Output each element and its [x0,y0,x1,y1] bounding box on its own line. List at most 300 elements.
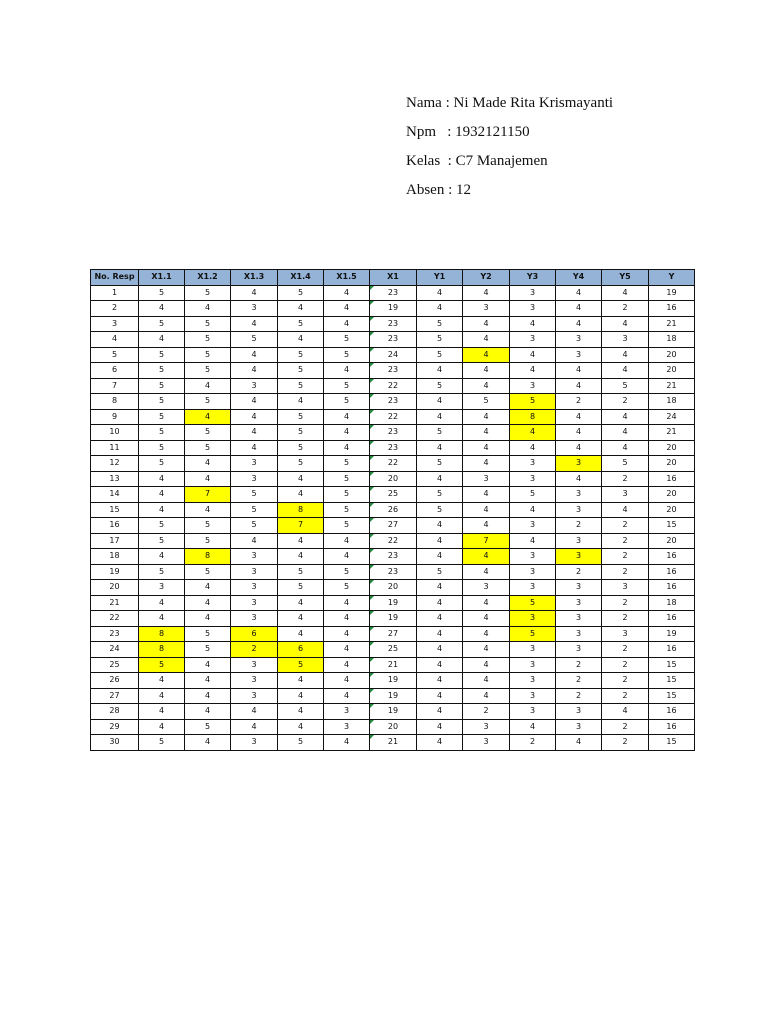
table-cell: 4 [510,502,556,518]
table-cell: 4 [510,363,556,379]
table-cell: 3 [510,564,556,580]
table-cell: 5 [324,564,370,580]
table-cell: 4 [139,595,185,611]
table-cell: 4 [91,332,139,348]
table-cell: 21 [370,735,417,751]
table-cell: 2 [602,549,649,565]
table-cell: 4 [185,611,231,627]
table-cell: 4 [463,673,510,689]
table-cell: 8 [139,642,185,658]
table-cell: 4 [556,285,602,301]
table-cell: 4 [417,285,463,301]
table-cell: 6 [231,626,278,642]
table-cell: 4 [417,301,463,317]
table-cell: 5 [185,564,231,580]
table-cell: 5 [324,456,370,472]
table-cell: 3 [510,549,556,565]
table-cell: 5 [324,580,370,596]
table-cell: 15 [649,673,695,689]
table-cell: 19 [370,611,417,627]
table-cell: 4 [324,301,370,317]
table-cell: 4 [324,688,370,704]
table-cell: 19 [370,595,417,611]
table-cell: 4 [278,611,324,627]
table-cell: 5 [324,502,370,518]
table-cell: 4 [556,735,602,751]
table-cell: 4 [185,502,231,518]
table-cell: 5 [139,564,185,580]
table-cell: 5 [324,332,370,348]
table-cell: 20 [91,580,139,596]
table-row [91,719,695,735]
table-cell: 20 [370,580,417,596]
table-body [91,285,695,750]
table-cell: 4 [602,316,649,332]
table-cell: 2 [602,301,649,317]
table-cell: 4 [231,409,278,425]
table-cell: 2 [602,688,649,704]
table-cell: 4 [324,735,370,751]
table-cell: 5 [278,735,324,751]
table-cell: 3 [602,580,649,596]
table-cell: 9 [91,409,139,425]
table-cell: 4 [463,285,510,301]
table-cell: 3 [463,301,510,317]
table-cell: 15 [91,502,139,518]
table-row [91,363,695,379]
table-cell: 3 [556,487,602,503]
table-cell: 3 [324,704,370,720]
table-cell: 5 [185,332,231,348]
table-cell: 4 [278,549,324,565]
table-cell: 4 [417,580,463,596]
table-cell: 8 [510,409,556,425]
table-cell: 3 [556,549,602,565]
table-cell: 23 [370,394,417,410]
table-cell: 5 [139,518,185,534]
table-cell: 27 [91,688,139,704]
table-cell: 5 [139,363,185,379]
table-cell: 3 [231,378,278,394]
table-cell: 7 [91,378,139,394]
table-cell: 4 [185,673,231,689]
table-cell: 5 [417,332,463,348]
table-cell: 4 [510,316,556,332]
table-cell: 23 [370,564,417,580]
table-cell: 4 [278,673,324,689]
table-cell: 3 [231,301,278,317]
table-cell: 4 [278,332,324,348]
table-cell: 4 [324,363,370,379]
table-cell: 5 [139,657,185,673]
table-cell: 5 [278,456,324,472]
table-cell: 2 [463,704,510,720]
table-row [91,332,695,348]
table-cell: 4 [510,533,556,549]
table-cell: 4 [185,409,231,425]
table-cell: 3 [231,611,278,627]
table-cell: 4 [463,316,510,332]
table-cell: 16 [649,642,695,658]
table-row [91,735,695,751]
table-cell: 4 [510,425,556,441]
table-row [91,642,695,658]
table-cell: 15 [649,657,695,673]
table-cell: 3 [231,564,278,580]
column-header: X1.1 [139,270,185,286]
table-cell: 4 [324,642,370,658]
table-cell: 4 [463,611,510,627]
table-cell: 26 [91,673,139,689]
table-cell: 5 [417,347,463,363]
table-cell: 19 [649,285,695,301]
table-cell: 5 [185,425,231,441]
table-cell: 4 [231,704,278,720]
table-cell: 4 [324,440,370,456]
table-cell: 4 [139,611,185,627]
table-row [91,425,695,441]
table-cell: 4 [324,611,370,627]
table-cell: 5 [417,564,463,580]
table-cell: 5 [139,394,185,410]
table-cell: 5 [602,378,649,394]
table-cell: 3 [556,611,602,627]
table-cell: 4 [324,657,370,673]
table-row [91,626,695,642]
table-cell: 4 [463,657,510,673]
table-cell: 20 [370,719,417,735]
table-cell: 2 [91,301,139,317]
table-cell: 5 [185,285,231,301]
table-cell: 2 [556,673,602,689]
table-cell: 16 [649,580,695,596]
table-cell: 13 [91,471,139,487]
table-cell: 2 [602,611,649,627]
table-cell: 4 [139,688,185,704]
table-cell: 19 [370,301,417,317]
table-cell: 4 [417,735,463,751]
table-row [91,611,695,627]
table-cell: 21 [649,378,695,394]
table-cell: 4 [510,347,556,363]
table-cell: 25 [370,642,417,658]
table-cell: 4 [324,533,370,549]
table-cell: 22 [370,378,417,394]
table-cell: 3 [231,735,278,751]
table-cell: 2 [556,688,602,704]
table-cell: 23 [370,549,417,565]
table-cell: 22 [370,533,417,549]
table-cell: 4 [463,487,510,503]
table-cell: 4 [417,595,463,611]
table-cell: 20 [649,363,695,379]
table-cell: 6 [278,642,324,658]
table-cell: 3 [510,611,556,627]
table-cell: 7 [278,518,324,534]
table-cell: 2 [602,719,649,735]
table-cell: 5 [278,440,324,456]
table-cell: 5 [139,425,185,441]
table-cell: 18 [649,595,695,611]
table-cell: 5 [324,518,370,534]
table-cell: 4 [185,704,231,720]
table-cell: 3 [602,487,649,503]
table-cell: 3 [556,332,602,348]
column-header: Y [649,270,695,286]
table-cell: 4 [556,363,602,379]
table-cell: 4 [417,719,463,735]
table-cell: 16 [649,564,695,580]
table-cell: 5 [463,394,510,410]
table-cell: 2 [556,657,602,673]
table-cell: 3 [602,626,649,642]
table-cell: 23 [370,316,417,332]
table-cell: 5 [324,471,370,487]
table-cell: 5 [185,533,231,549]
table-cell: 4 [324,626,370,642]
table-cell: 16 [649,611,695,627]
table-cell: 1 [91,285,139,301]
table-cell: 4 [185,471,231,487]
table-cell: 4 [278,533,324,549]
table-cell: 4 [510,719,556,735]
column-header: X1.3 [231,270,278,286]
table-row [91,549,695,565]
table-cell: 10 [91,425,139,441]
table-cell: 5 [324,487,370,503]
table-cell: 20 [649,456,695,472]
table-row [91,704,695,720]
table-cell: 4 [324,409,370,425]
table-cell: 20 [649,347,695,363]
table-cell: 4 [139,332,185,348]
table-cell: 4 [463,595,510,611]
table-cell: 4 [139,704,185,720]
table-cell: 2 [602,394,649,410]
table-cell: 4 [231,425,278,441]
table-cell: 4 [463,549,510,565]
table-cell: 3 [556,626,602,642]
table-cell: 14 [91,487,139,503]
table-cell: 16 [649,549,695,565]
table-cell: 2 [556,518,602,534]
table-cell: 4 [556,409,602,425]
student-attendance-number: Absen : 12 [406,182,471,198]
table-cell: 4 [278,595,324,611]
table-cell: 2 [556,394,602,410]
table-cell: 3 [556,719,602,735]
table-cell: 4 [417,440,463,456]
table-cell: 2 [602,595,649,611]
table-cell: 27 [370,626,417,642]
table-cell: 4 [231,533,278,549]
column-header: Y2 [463,270,510,286]
table-cell: 3 [556,502,602,518]
table-cell: 7 [185,487,231,503]
table-cell: 3 [231,688,278,704]
table-cell: 4 [231,285,278,301]
table-cell: 4 [602,347,649,363]
table-row [91,394,695,410]
table-cell: 4 [417,471,463,487]
table-cell: 5 [139,285,185,301]
table-cell: 5 [185,626,231,642]
table-cell: 3 [463,735,510,751]
table-cell: 16 [649,704,695,720]
header-row [91,270,695,286]
table-cell: 4 [463,425,510,441]
table-cell: 16 [649,471,695,487]
table-cell: 23 [370,425,417,441]
table-cell: 8 [91,394,139,410]
table-cell: 5 [139,316,185,332]
table-cell: 15 [649,518,695,534]
table-cell: 4 [185,456,231,472]
table-cell: 5 [139,378,185,394]
table-cell: 5 [324,347,370,363]
table-row [91,533,695,549]
table-cell: 4 [185,688,231,704]
table-cell: 5 [231,487,278,503]
table-cell: 5 [91,347,139,363]
table-cell: 2 [602,735,649,751]
table-row [91,456,695,472]
table-row [91,657,695,673]
table-cell: 19 [370,673,417,689]
table-cell: 4 [463,378,510,394]
table-cell: 15 [649,735,695,751]
table-cell: 29 [91,719,139,735]
table-cell: 4 [139,301,185,317]
table-cell: 3 [510,456,556,472]
table-cell: 5 [278,409,324,425]
table-cell: 4 [324,425,370,441]
table-cell: 5 [139,533,185,549]
table-cell: 2 [602,518,649,534]
table-cell: 4 [139,502,185,518]
table-cell: 4 [463,642,510,658]
table-cell: 4 [417,642,463,658]
table-cell: 3 [510,378,556,394]
table-cell: 4 [463,440,510,456]
table-cell: 4 [463,456,510,472]
table-cell: 5 [139,440,185,456]
table-cell: 2 [602,564,649,580]
table-cell: 4 [463,363,510,379]
table-cell: 4 [417,626,463,642]
table-cell: 5 [185,316,231,332]
table-cell: 4 [417,611,463,627]
table-cell: 3 [556,704,602,720]
table-cell: 3 [463,471,510,487]
table-cell: 4 [231,394,278,410]
table-row [91,518,695,534]
table-cell: 5 [185,518,231,534]
table-cell: 5 [185,440,231,456]
table-cell: 5 [139,735,185,751]
table-cell: 5 [417,425,463,441]
table-cell: 4 [139,673,185,689]
table-cell: 5 [278,285,324,301]
table-cell: 4 [278,719,324,735]
table-cell: 21 [91,595,139,611]
table-cell: 3 [510,285,556,301]
table-cell: 4 [417,394,463,410]
table-cell: 5 [278,657,324,673]
table-cell: 5 [417,502,463,518]
table-cell: 21 [649,425,695,441]
table-cell: 8 [278,502,324,518]
table-cell: 4 [417,688,463,704]
table-cell: 21 [370,657,417,673]
table-row [91,595,695,611]
column-header: Y5 [602,270,649,286]
table-cell: 3 [510,518,556,534]
table-cell: 21 [649,316,695,332]
table-cell: 4 [463,518,510,534]
table-cell: 24 [370,347,417,363]
table-row [91,440,695,456]
table-cell: 4 [417,673,463,689]
table-cell: 3 [556,347,602,363]
table-cell: 3 [556,533,602,549]
table-cell: 4 [139,471,185,487]
table-cell: 5 [278,378,324,394]
table-cell: 5 [185,642,231,658]
table-cell: 4 [602,285,649,301]
table-row [91,564,695,580]
table-cell: 4 [185,657,231,673]
table-cell: 5 [139,456,185,472]
table-cell: 5 [185,394,231,410]
table-cell: 4 [556,440,602,456]
table-cell: 18 [649,332,695,348]
table-row [91,378,695,394]
table-cell: 4 [278,471,324,487]
table-cell: 4 [324,673,370,689]
table-cell: 4 [556,471,602,487]
table-cell: 23 [370,285,417,301]
table-cell: 5 [278,347,324,363]
table-cell: 5 [417,456,463,472]
table-cell: 3 [231,657,278,673]
table-cell: 5 [185,719,231,735]
table-cell: 4 [602,363,649,379]
table-row [91,409,695,425]
table-cell: 4 [463,564,510,580]
table-cell: 4 [602,425,649,441]
table-cell: 3 [510,688,556,704]
table-cell: 3 [139,580,185,596]
table-cell: 4 [602,409,649,425]
table-cell: 4 [556,378,602,394]
table-cell: 4 [417,657,463,673]
table-cell: 5 [278,564,324,580]
table-cell: 2 [510,735,556,751]
table-cell: 3 [510,332,556,348]
table-cell: 4 [463,688,510,704]
table-cell: 4 [510,440,556,456]
table-cell: 5 [278,425,324,441]
table-cell: 4 [556,301,602,317]
table-cell: 20 [649,533,695,549]
table-cell: 2 [556,564,602,580]
table-cell: 5 [231,332,278,348]
table-cell: 3 [231,673,278,689]
table-cell: 27 [370,518,417,534]
student-info [406,92,613,208]
table-cell: 5 [417,487,463,503]
